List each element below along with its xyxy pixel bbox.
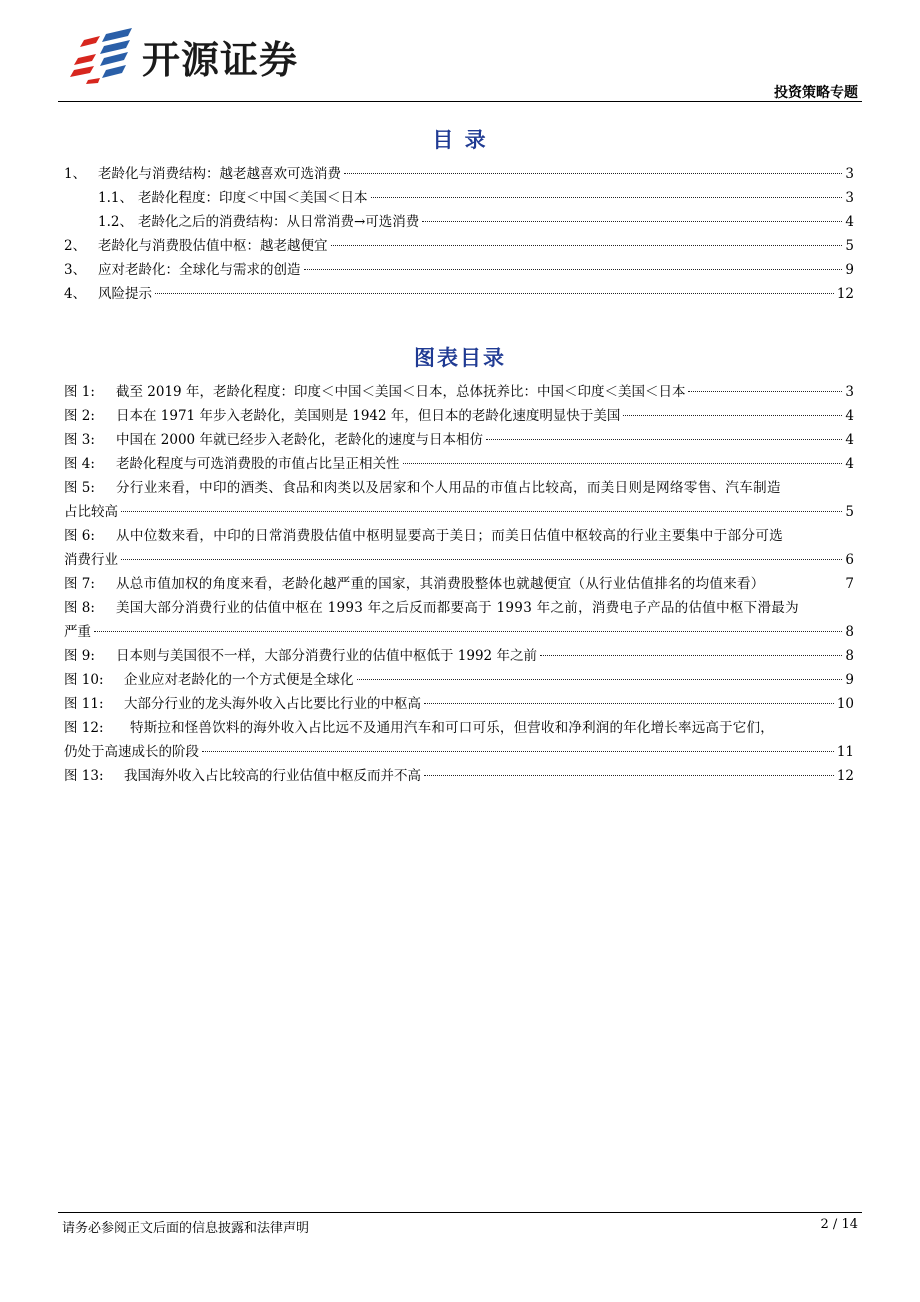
figure-item-title-line2: 消费行业 xyxy=(64,552,118,568)
figure-item-title: 我国海外收入占比较高的行业估值中枢反而并不高 xyxy=(124,768,421,784)
figure-item[interactable] xyxy=(64,692,854,716)
toc-item-title: 应对老龄化：全球化与需求的创造 xyxy=(98,262,301,278)
leader-dots xyxy=(424,775,834,776)
figure-item-page: 3 xyxy=(845,384,854,400)
figure-item-title: 企业应对老龄化的一个方式便是全球化 xyxy=(124,672,354,688)
logo-mark-icon xyxy=(70,28,136,84)
toc-item-number: 1.2、 xyxy=(98,214,133,230)
figure-item-number: 图 9: xyxy=(64,648,95,664)
figure-item-title-line2: 严重 xyxy=(64,624,91,640)
figure-item-title-line2: 占比较高 xyxy=(64,504,118,520)
toc-item-title: 老龄化与消费结构：越老越喜欢可选消费 xyxy=(98,166,341,182)
figure-item-title: 大部分行业的龙头海外收入占比要比行业的中枢高 xyxy=(124,696,421,712)
figure-item-number: 图 6: xyxy=(64,528,95,544)
leader-dots xyxy=(155,293,834,294)
figure-item-title-line2: 仍处于高速成长的阶段 xyxy=(64,744,199,760)
leader-dots xyxy=(424,703,834,704)
leader-dots xyxy=(121,511,842,512)
figure-item-title: 从总市值加权的角度来看，老龄化越严重的国家，其消费股整体也就越便宜（从行业估值排名的均值来看） xyxy=(116,576,765,592)
toc-list xyxy=(64,162,854,306)
figure-item-number: 图 11: xyxy=(64,696,104,712)
leader-dots xyxy=(688,391,842,392)
figure-item-page: 11 xyxy=(836,744,854,760)
toc-item-page: 12 xyxy=(836,286,854,302)
toc-item[interactable] xyxy=(64,210,854,234)
logo-text: 开源证券 xyxy=(142,37,299,82)
leader-dots xyxy=(486,439,842,440)
leader-dots xyxy=(121,559,842,560)
figure-item-page: 4 xyxy=(845,432,854,448)
toc-item-number: 3、 xyxy=(64,262,87,278)
figure-item[interactable] xyxy=(64,476,854,524)
toc-item-page: 3 xyxy=(845,190,854,206)
toc-item[interactable] xyxy=(64,282,854,306)
figure-item-number: 图 10: xyxy=(64,672,104,688)
company-logo xyxy=(70,26,298,86)
figure-item-title: 老龄化程度与可选消费股的市值占比呈正相关性 xyxy=(116,456,400,472)
figure-item-title-line1: 从中位数来看，中印的日常消费股估值中枢明显要高于美日；而美日估值中枢较高的行业主要集中于部分可选 xyxy=(116,528,784,544)
figure-item-title-line1: 分行业来看，中印的酒类、食品和肉类以及居家和个人用品的市值占比较高，而美日则是网络零售、汽车制造 xyxy=(116,480,781,496)
figure-item-number: 图 2: xyxy=(64,408,95,424)
figure-item-page: 8 xyxy=(845,648,854,664)
toc-item-title: 风险提示 xyxy=(98,286,152,302)
figure-item[interactable] xyxy=(64,644,854,668)
figure-item-page: 10 xyxy=(836,696,854,712)
figure-item-number: 图 1: xyxy=(64,384,95,400)
figure-item[interactable] xyxy=(64,524,854,572)
toc-item[interactable] xyxy=(64,258,854,282)
toc-item-title: 老龄化之后的消费结构：从日常消费→可选消费 xyxy=(138,214,420,230)
toc-item-number: 1.1、 xyxy=(98,190,133,206)
figure-item-number: 图 8: xyxy=(64,600,95,616)
leader-dots xyxy=(623,415,842,416)
header-divider xyxy=(58,101,862,102)
figure-item-page: 7 xyxy=(845,576,854,592)
figure-item-page: 4 xyxy=(845,456,854,472)
figures-title: 图表目录 xyxy=(414,345,506,370)
leader-dots xyxy=(540,655,842,656)
toc-item-page: 9 xyxy=(845,262,854,278)
leader-dots xyxy=(344,173,842,174)
figure-item-page: 5 xyxy=(845,504,854,520)
figure-item-title: 日本在 1971 年步入老龄化，美国则是 1942 年，但日本的老龄化速度明显快于美国 xyxy=(116,408,621,424)
report-type-label: 投资策略专题 xyxy=(774,85,858,101)
figure-item-page: 12 xyxy=(836,768,854,784)
figures-list xyxy=(64,380,854,788)
figure-item-number: 图 7: xyxy=(64,576,95,592)
figure-item-number: 图 4: xyxy=(64,456,95,472)
leader-dots xyxy=(304,269,843,270)
figure-item-page: 4 xyxy=(845,408,854,424)
toc-item[interactable] xyxy=(64,234,854,258)
footer-disclaimer: 请务必参阅正文后面的信息披露和法律声明 xyxy=(62,1221,310,1236)
figure-item-page: 8 xyxy=(845,624,854,640)
leader-dots xyxy=(331,245,843,246)
toc-item-page: 3 xyxy=(845,166,854,182)
toc-title: 目 录 xyxy=(432,127,488,152)
toc-item[interactable] xyxy=(64,186,854,210)
figure-item-title: 截至 2019 年，老龄化程度：印度＜中国＜美国＜日本，总体抚养比：中国＜印度＜美国＜日本 xyxy=(116,384,686,400)
toc-item-number: 2、 xyxy=(64,238,87,254)
figure-item[interactable] xyxy=(64,764,854,788)
figure-item[interactable] xyxy=(64,380,854,404)
toc-item-number: 4、 xyxy=(64,286,87,302)
figure-item[interactable] xyxy=(64,452,854,476)
toc-item[interactable] xyxy=(64,162,854,186)
figure-item-page: 9 xyxy=(845,672,854,688)
page-indicator: 2 / 14 xyxy=(820,1217,858,1232)
figure-item[interactable] xyxy=(64,716,854,764)
leader-dots xyxy=(94,631,842,632)
figure-item-page: 6 xyxy=(845,552,854,568)
figure-item[interactable] xyxy=(64,596,854,644)
toc-item-number: 1、 xyxy=(64,166,87,182)
leader-dots xyxy=(371,197,843,198)
figure-item-number: 图 5: xyxy=(64,480,95,496)
figure-item-title: 中国在 2000 年就已经步入老龄化，老龄化的速度与日本相仿 xyxy=(116,432,483,448)
figure-item-title-line1: 美国大部分消费行业的估值中枢在 1993 年之后反而都要高于 1993 年之前，消费电子产品的估值中枢下滑最为 xyxy=(116,600,799,616)
toc-item-title: 老龄化程度：印度＜中国＜美国＜日本 xyxy=(138,190,368,206)
figure-item[interactable] xyxy=(64,572,854,596)
footer-divider xyxy=(58,1212,862,1213)
toc-item-title: 老龄化与消费股估值中枢：越老越便宜 xyxy=(98,238,328,254)
figure-item-number: 图 13: xyxy=(64,768,104,784)
leader-dots xyxy=(202,751,834,752)
figure-item-title-line1: 特斯拉和怪兽饮料的海外收入占比远不及通用汽车和可口可乐，但营收和净利润的年化增长率远高于它们， xyxy=(130,720,774,736)
figure-item-number: 图 12: xyxy=(64,720,104,736)
figure-item-number: 图 3: xyxy=(64,432,95,448)
toc-item-page: 5 xyxy=(845,238,854,254)
toc-item-page: 4 xyxy=(845,214,854,230)
figure-item[interactable] xyxy=(64,668,854,692)
figure-item[interactable] xyxy=(64,404,854,428)
leader-dots xyxy=(403,463,843,464)
figure-item[interactable] xyxy=(64,428,854,452)
leader-dots xyxy=(422,221,842,222)
leader-dots xyxy=(357,679,843,680)
figure-item-title: 日本则与美国很不一样，大部分消费行业的估值中枢低于 1992 年之前 xyxy=(116,648,537,664)
